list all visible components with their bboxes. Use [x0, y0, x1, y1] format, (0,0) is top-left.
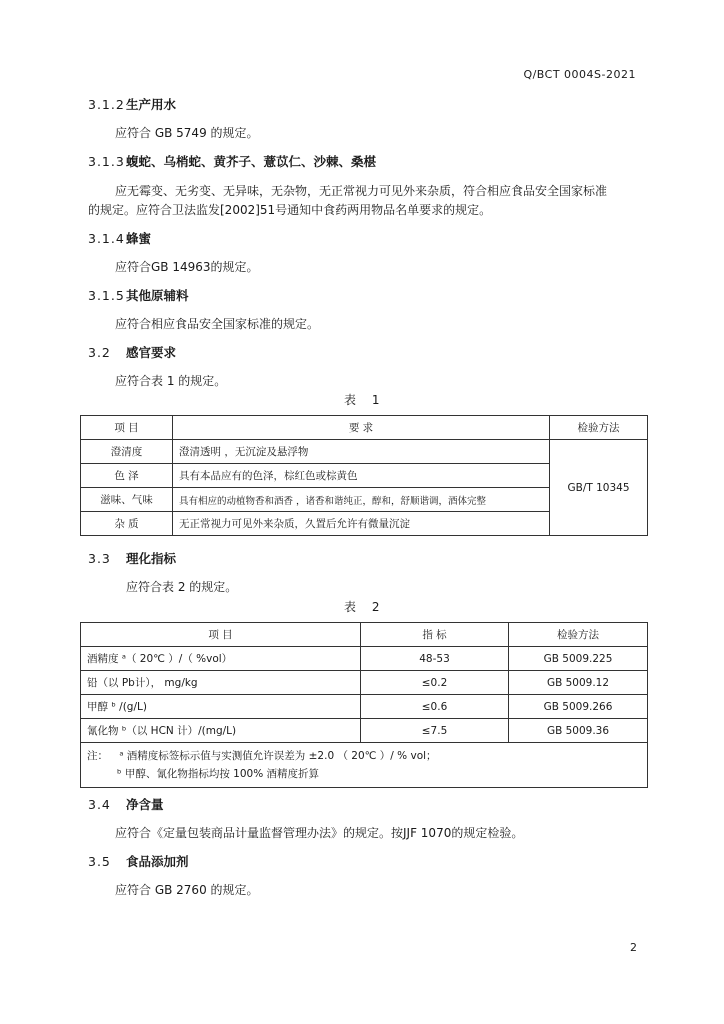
row-requirement: 澄清透明 ，无沉淀及悬浮物: [173, 440, 550, 464]
note-b: ᵇ 甲醇、氰化物指标均按 100% 酒精度折算: [117, 768, 320, 780]
table-note: [81, 743, 648, 788]
header-method: 检验方法: [509, 623, 648, 647]
table-1-caption: 表 1: [344, 393, 386, 407]
table-row: [81, 647, 648, 671]
section-3-1-4-text: 应符合GB 14963的规定。: [115, 260, 259, 274]
section-3-1-3-heading: [88, 152, 376, 170]
table-1: [80, 415, 648, 536]
row-item: 酒精度 ᵃ（ 20℃ ）/（ %vol）: [81, 647, 361, 671]
inspection-method: GB/T 10345: [550, 440, 648, 536]
section-number: 3.5: [88, 854, 111, 869]
row-value: ≤0.6: [361, 695, 509, 719]
section-number: 3.1.5: [88, 288, 125, 303]
section-number: 3.4: [88, 797, 111, 812]
section-number: 3.1.4: [88, 231, 125, 246]
row-method: GB 5009.36: [509, 719, 648, 743]
note-label: 注：: [87, 750, 108, 762]
section-title: 食品添加剂: [126, 854, 189, 869]
section-3-2-heading: [88, 343, 176, 361]
row-item: 杂 质: [81, 512, 173, 536]
header-indicator: 指 标: [361, 623, 509, 647]
row-value: 48-53: [361, 647, 509, 671]
section-3-3-heading: [88, 549, 176, 567]
table-2-caption: 表 2: [344, 600, 386, 614]
section-title: 理化指标: [126, 551, 177, 566]
row-item: 色 泽: [81, 464, 173, 488]
note-a: ᵃ 酒精度标签标示值与实测值允许误差为 ±2.0 （ 20℃ ）/ % vol；: [119, 750, 437, 762]
row-method: GB 5009.266: [509, 695, 648, 719]
section-3-1-2-heading: [88, 95, 176, 113]
section-3-1-5-heading: [88, 286, 189, 304]
standard-code: Q/BCT 0004S-2021: [523, 68, 636, 81]
section-number: 3.1.3: [88, 154, 125, 169]
section-3-3-text: 应符合表 2 的规定。: [126, 580, 238, 594]
table-row: [81, 695, 648, 719]
row-item: 甲醇 ᵇ /(g/L): [81, 695, 361, 719]
section-3-1-3-text-line2: 的规定。应符合卫法监发[2002]51号通知中食药两用物品名单要求的规定。: [88, 203, 492, 217]
section-3-2-text: 应符合表 1 的规定。: [115, 374, 227, 388]
header-item: 项 目: [81, 416, 173, 440]
header-item: 项 目: [81, 623, 361, 647]
section-3-1-5-text: 应符合相应食品安全国家标准的规定。: [115, 317, 320, 331]
row-value: ≤7.5: [361, 719, 509, 743]
table-header-row: [81, 416, 648, 440]
section-3-1-3-text-line1: 应无霉变、无劣变、无异味，无杂物，无正常视力可见外来杂质，符合相应食品安全国家标准: [115, 184, 608, 198]
section-title: 其他原辅料: [126, 288, 189, 303]
page-number: 2: [630, 941, 637, 954]
table-note-row: [81, 743, 648, 788]
row-requirement: 无正常视力可见外来杂质，久置后允许有微量沉淀: [173, 512, 550, 536]
table-row: [81, 719, 648, 743]
section-3-5-heading: [88, 852, 189, 870]
section-title: 净含量: [126, 797, 164, 812]
table-2: [80, 622, 648, 788]
header-method: 检验方法: [550, 416, 648, 440]
section-3-4-heading: [88, 795, 164, 813]
table-row: [81, 440, 648, 464]
section-title: 生产用水: [126, 97, 177, 112]
section-3-4-text: 应符合《定量包装商品计量监督管理办法》的规定。按JJF 1070的规定检验。: [115, 826, 524, 840]
section-number: 3.1.2: [88, 97, 125, 112]
row-item: 氰化物 ᵇ（以 HCN 计）/(mg/L): [81, 719, 361, 743]
row-item: 澄清度: [81, 440, 173, 464]
section-number: 3.3: [88, 551, 111, 566]
row-requirement: 具有相应的动植物香和酒香 ，诸香和谐纯正，醇和，舒顺谐调，酒体完整: [173, 488, 550, 512]
section-3-5-text: 应符合 GB 2760 的规定。: [115, 883, 259, 897]
header-requirement: 要 求: [173, 416, 550, 440]
section-title: 感官要求: [126, 345, 177, 360]
table-header-row: [81, 623, 648, 647]
row-item: 铅（以 Pb计）， mg/kg: [81, 671, 361, 695]
section-title: 蜂蜜: [126, 231, 152, 246]
section-3-1-4-heading: [88, 229, 151, 247]
row-method: GB 5009.225: [509, 647, 648, 671]
table-row: [81, 671, 648, 695]
section-title: 蝮蛇、乌梢蛇、黄芥子、薏苡仁、沙棘、桑椹: [126, 154, 377, 169]
row-requirement: 具有本品应有的色泽，棕红色或棕黄色: [173, 464, 550, 488]
section-3-1-2-text: 应符合 GB 5749 的规定。: [115, 126, 259, 140]
row-item: 滋味、气味: [81, 488, 173, 512]
row-method: GB 5009.12: [509, 671, 648, 695]
section-number: 3.2: [88, 345, 111, 360]
row-value: ≤0.2: [361, 671, 509, 695]
